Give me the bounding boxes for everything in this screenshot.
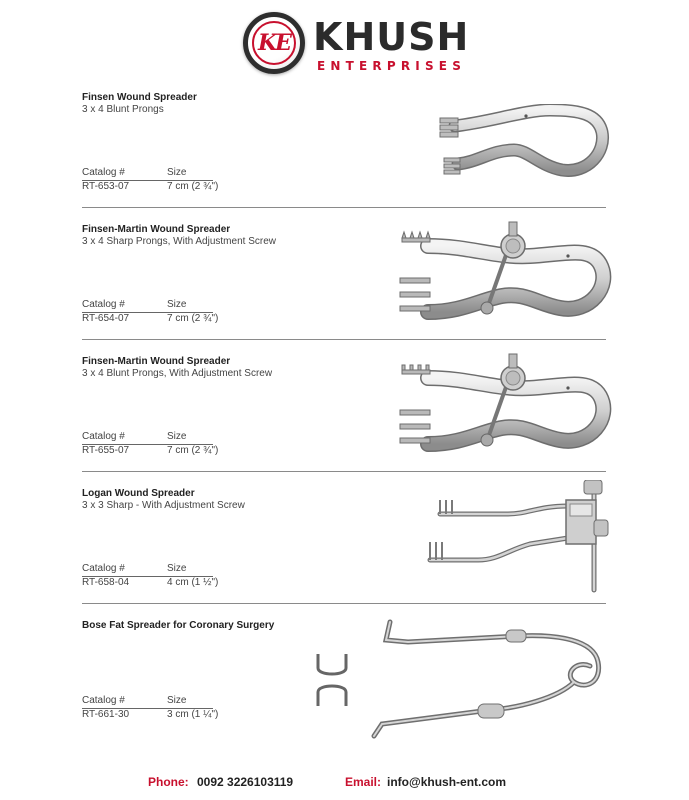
size-label: Size	[167, 563, 187, 574]
catalog-label: Catalog #	[82, 563, 125, 574]
email-label: Email:	[345, 775, 382, 789]
finsen-martin-spreader-icon	[390, 216, 615, 326]
product-description: 3 x 4 Blunt Prongs, With Adjustment Screw	[82, 368, 273, 379]
logo-initials: KE	[252, 21, 296, 65]
brand-name: KHUSH	[313, 15, 470, 59]
catalog-label: Catalog #	[82, 431, 125, 442]
logo-emblem	[243, 12, 305, 74]
size-label: Size	[167, 695, 187, 706]
catalog-label: Catalog #	[82, 167, 125, 178]
product-item	[0, 92, 689, 224]
product-description: 3 x 3 Sharp - With Adjustment Screw	[82, 500, 245, 511]
product-name: Bose Fat Spreader for Coronary Surgery	[82, 620, 275, 631]
email-address[interactable]: info@khush-ent.com	[387, 775, 507, 789]
size-value: 4 cm (1 ½")	[167, 577, 219, 588]
product-name: Finsen-Martin Wound Spreader	[82, 356, 231, 367]
bose-fat-spreader-icon	[368, 616, 608, 742]
product-item	[0, 620, 689, 752]
section-divider	[82, 471, 606, 472]
catalog-number: RT-655-07	[82, 445, 130, 456]
phone-number[interactable]: 0092 3226103119	[197, 775, 294, 789]
catalog-number: RT-658-04	[82, 577, 130, 588]
brand-logo	[243, 12, 470, 78]
size-value: 7 cm (2 ¾")	[167, 181, 219, 192]
finsen-spreader-icon	[430, 104, 615, 179]
section-divider	[82, 207, 606, 208]
product-name: Finsen-Martin Wound Spreader	[82, 224, 231, 235]
finsen-martin-spreader-icon	[390, 348, 615, 458]
contact-footer	[0, 775, 689, 795]
product-name: Finsen Wound Spreader	[82, 92, 197, 103]
catalog-number: RT-653-07	[82, 181, 130, 192]
logan-spreader-icon	[418, 480, 613, 595]
catalog-label: Catalog #	[82, 695, 125, 706]
section-divider	[82, 339, 606, 340]
catalog-number: RT-654-07	[82, 313, 130, 324]
product-description: 3 x 4 Blunt Prongs	[82, 104, 164, 115]
product-item	[0, 488, 689, 620]
size-value: 7 cm (2 ¾")	[167, 313, 219, 324]
size-label: Size	[167, 167, 187, 178]
catalog-number: RT-661-30	[82, 709, 130, 720]
size-label: Size	[167, 431, 187, 442]
phone-label: Phone:	[148, 775, 189, 789]
product-name: Logan Wound Spreader	[82, 488, 195, 499]
size-label: Size	[167, 299, 187, 310]
catalog-label: Catalog #	[82, 299, 125, 310]
product-item	[0, 224, 689, 356]
brand-tagline: ENTERPRISES	[317, 59, 467, 73]
size-value: 7 cm (2 ¾")	[167, 445, 219, 456]
section-divider	[82, 603, 606, 604]
blade-detail-icon	[312, 650, 352, 710]
product-description: 3 x 4 Sharp Prongs, With Adjustment Screw	[82, 236, 276, 247]
product-item	[0, 356, 689, 488]
size-value: 3 cm (1 ¼")	[167, 709, 219, 720]
